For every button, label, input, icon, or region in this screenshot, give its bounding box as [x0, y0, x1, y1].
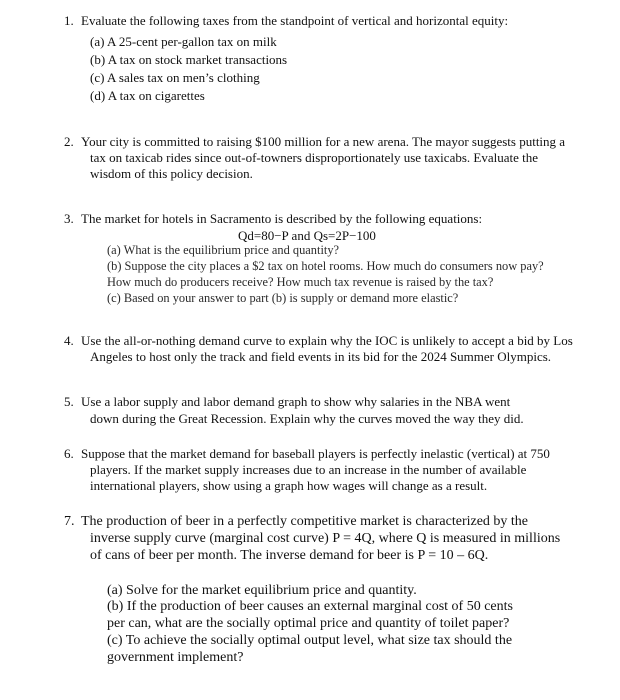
question-part: (a) Solve for the market equilibrium price and quantity.	[107, 583, 417, 598]
question-number: 3.	[64, 211, 74, 226]
question-text: international players, show using a graph how wages will change as a result.	[90, 478, 488, 493]
question-number: 1.	[64, 13, 74, 28]
question-text: Use the all-or-nothing demand curve to explain why the IOC is unlikely to accept a bid by Los	[81, 333, 573, 348]
question-text: Suppose that the market demand for baseball players is perfectly inelastic (vertical) at 750	[81, 446, 550, 461]
question-text: inverse supply curve (marginal cost curve) P = 4Q, where Q is measured in millions	[90, 531, 561, 546]
question-part: (b) A tax on stock market transactions	[90, 52, 288, 67]
question-text: down during the Great Recession. Explain why the curves moved the way they did.	[90, 411, 524, 426]
question-number: 6.	[64, 446, 74, 461]
question-number: 2.	[64, 134, 74, 149]
question-part: (c) Based on your answer to part (b) is supply or demand more elastic?	[107, 291, 459, 305]
question-part: (a) A 25-cent per-gallon tax on milk	[90, 34, 277, 49]
question-text: of cans of beer per month. The inverse demand for beer is P = 10 – 6Q.	[90, 548, 489, 563]
question-text: The production of beer in a perfectly competitive market is characterized by the	[81, 514, 529, 529]
equation: Qd=80−P and Qs=2P−100	[238, 228, 376, 243]
question-part: (a) What is the equilibrium price and quantity?	[107, 243, 340, 257]
question-text: Angeles to host only the track and field events in its bid for the 2024 Summer Olympics.	[90, 349, 552, 364]
question-part: (c) To achieve the socially optimal output level, what size tax should the	[107, 633, 513, 648]
question-part: (c) A sales tax on men’s clothing	[90, 70, 260, 85]
question-text: players. If the market supply increases due to an increase in the number of available	[90, 462, 527, 477]
question-number: 7.	[64, 514, 75, 529]
question-text: The market for hotels in Sacramento is described by the following equations:	[81, 211, 483, 226]
question-part: (b) If the production of beer causes an external marginal cost of 50 cents	[107, 599, 513, 614]
question-text: tax on taxicab rides since out-of-towners disproportionately use taxicabs. Evaluate the	[90, 150, 538, 165]
question-part: per can, what are the socially optimal price and quantity of toilet paper?	[107, 616, 510, 631]
question-text: wisdom of this policy decision.	[90, 166, 253, 181]
question-part: How much do producers receive? How much tax revenue is raised by the tax?	[107, 275, 494, 289]
question-text: Your city is committed to raising $100 million for a new arena. The mayor suggests putting a	[81, 134, 566, 149]
question-number: 5.	[64, 394, 74, 409]
question-text: Use a labor supply and labor demand graph to show why salaries in the NBA went	[81, 394, 511, 409]
question-number: 4.	[64, 333, 74, 348]
question-part: government implement?	[107, 650, 244, 665]
question-part: (b) Suppose the city places a $2 tax on hotel rooms. How much do consumers now pay?	[107, 259, 544, 273]
question-part: (d) A tax on cigarettes	[90, 88, 205, 103]
question-text: Evaluate the following taxes from the standpoint of vertical and horizontal equity:	[81, 13, 509, 28]
